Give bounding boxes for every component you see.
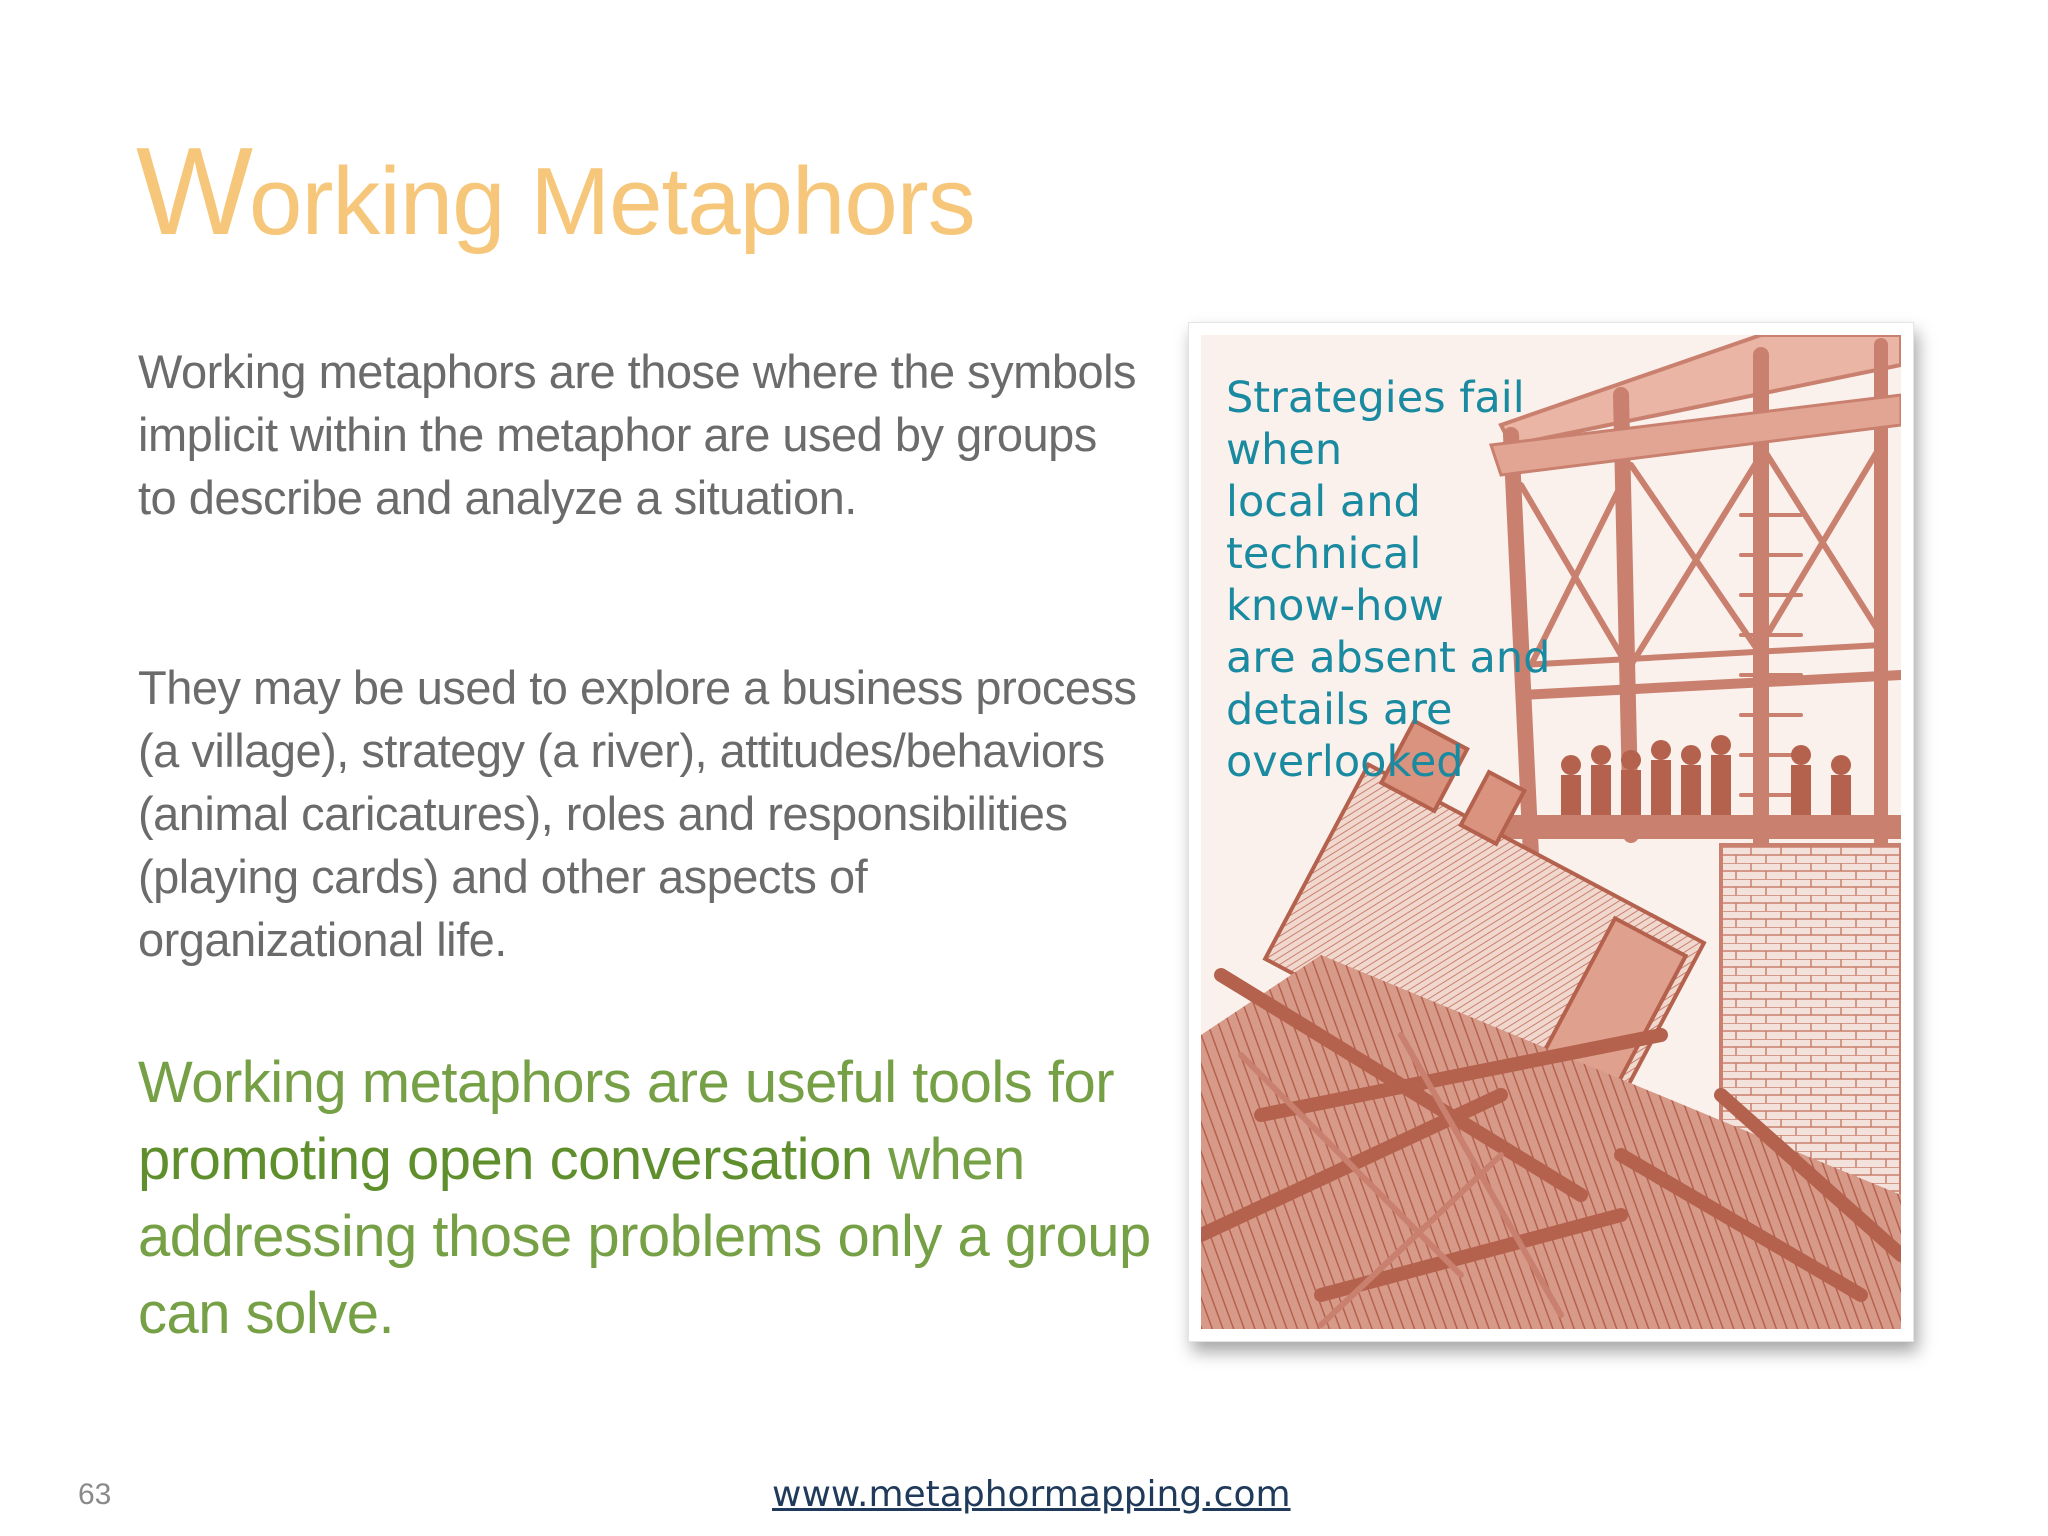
caption-line: details are [1226, 685, 1453, 735]
illustration-caption [1226, 372, 1550, 788]
callout-text [138, 1044, 1158, 1352]
paragraph-definition: Working metaphors are those where the symbols implicit within the metaphor are used by groups to describe and analyze a situation. [138, 345, 1137, 524]
slide-title-initial: W [136, 123, 250, 261]
footer-website-link[interactable]: www.metaphormapping.com [772, 1474, 1291, 1515]
caption-line: local and [1226, 477, 1421, 527]
caption-line: when [1226, 425, 1343, 475]
paragraph-uses: They may be used to explore a business process (a village), strategy (a river), attitudes/behaviors (animal caricatures), roles and responsibilities (playing cards) and other aspects of organizational life. [138, 661, 1137, 966]
caption-line: are absent and [1226, 633, 1551, 683]
slide-title [136, 123, 975, 261]
slide-title-rest: orking Metaphors [249, 148, 975, 255]
callout-emphasis: promoting open conversation [138, 1127, 873, 1192]
caption-line: overlooked [1226, 737, 1464, 787]
page-number: 63 [78, 1478, 112, 1511]
caption-line: know-how [1226, 581, 1444, 631]
callout-before: Working metaphors are useful tools for [138, 1050, 1115, 1115]
callout-after: when addressing those problems only a group can solve. [138, 1127, 1151, 1346]
caption-line: Strategies fail [1226, 373, 1525, 423]
caption-line: technical [1226, 529, 1422, 579]
